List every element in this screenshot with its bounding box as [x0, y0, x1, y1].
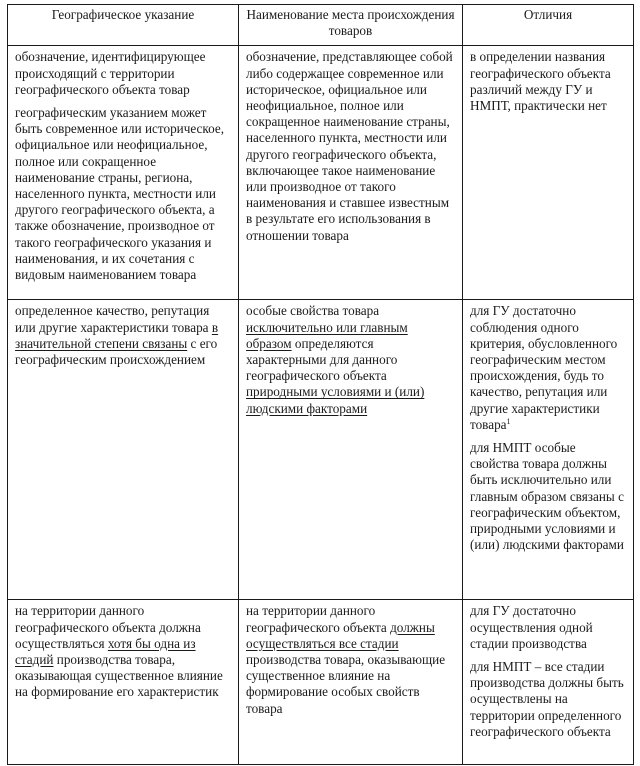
cell-appellation-production	[239, 600, 463, 765]
text-run: для ГУ достаточно соблюдения одного критерия, обусловленного географическим местом происхождения, будь то качество, репутация или другие характеристики товара	[470, 303, 618, 432]
cell-text: географическим указанием может быть современное или историческое, официальное или неофициальное, полное или сокращенное наименование страны, региона, населенного пункта, местности или другого географического объекта, а также обозначение, производное от такого географического указания и наименования, и их сочетания с видовым наименованием товара	[15, 105, 225, 283]
cell-text	[15, 603, 231, 700]
cell-appellation-link	[239, 300, 463, 600]
underlined-text: в значительной степени связаны	[15, 319, 219, 351]
cell-appellation-definition	[239, 46, 463, 300]
underlined-text: исключительно или главным образом	[246, 319, 408, 351]
cell-text: обозначение, идентифицирующее происходящий с территории географического объекта товар	[15, 49, 206, 97]
cell-differences-link	[463, 300, 634, 600]
cell-text: обозначение, представляющее собой либо содержащее современное или историческое, официальное или неофициальное, полное или сокращенное наименование страны, населенного пункта, местности или другого географического объекта, включающее такое наименование или производное от такого наименования и ставшее известным в результате его использования в отношении товара	[246, 49, 453, 243]
underlined-text: природными условиями и (или) людскими факторами	[246, 384, 425, 416]
cell-text: для НМПТ – все стадии производства должны быть осуществлены на территории определенного географического объекта	[470, 659, 624, 739]
cell-text	[246, 303, 455, 416]
table-row	[8, 300, 634, 600]
cell-text	[470, 303, 626, 433]
text-run: на территории данного географического объекта	[246, 603, 391, 635]
cell-text	[15, 303, 231, 368]
text-run: особые свойства товара	[246, 303, 380, 319]
text-run: определенное качество, репутация или другие характеристики товара	[15, 303, 212, 335]
cell-text	[246, 603, 455, 716]
header-geographical-indication: Географическое указание	[8, 5, 239, 46]
table-header-row	[8, 5, 634, 46]
cell-differences-definition	[463, 46, 634, 300]
text-run: производства товара, оказывающие существенное влияние на формирование особых свойств товара	[246, 652, 446, 716]
cell-text: для ГУ достаточно осуществления одной стадии производства	[470, 603, 593, 651]
text-run: определяются характерными для данного географического объекта	[246, 335, 398, 384]
header-differences: Отличия	[463, 5, 634, 46]
table-row	[8, 600, 634, 765]
cell-text: для НМПТ особые свойства товара должны быть исключительно или главным образом связаны с географическим объектом, природными условиями и (или) людскими факторами	[470, 440, 624, 553]
cell-gi-definition	[8, 46, 239, 300]
text-run: на территории данного географического объекта должна осуществляться	[15, 603, 201, 651]
text-run: с его географическим происхождением	[15, 335, 218, 368]
comparison-table	[7, 4, 634, 765]
cell-gi-link	[8, 300, 239, 600]
cell-differences-production	[463, 600, 634, 765]
underlined-text: хотя бы одна из стадий	[15, 635, 196, 668]
footnote-marker[interactable]: 1	[506, 416, 511, 426]
text-run: производства товара, оказывающая существенное влияние на формирование его характеристик	[15, 652, 223, 700]
table-row	[8, 46, 634, 300]
cell-text: в определении названия географического объекта различий между ГУ и НМПТ, практически нет	[470, 49, 611, 114]
header-appellation-of-origin: Наименование места происхождения товаров	[239, 5, 463, 46]
cell-gi-production	[8, 600, 239, 765]
underlined-text: должны осуществляться все стадии	[246, 619, 435, 651]
